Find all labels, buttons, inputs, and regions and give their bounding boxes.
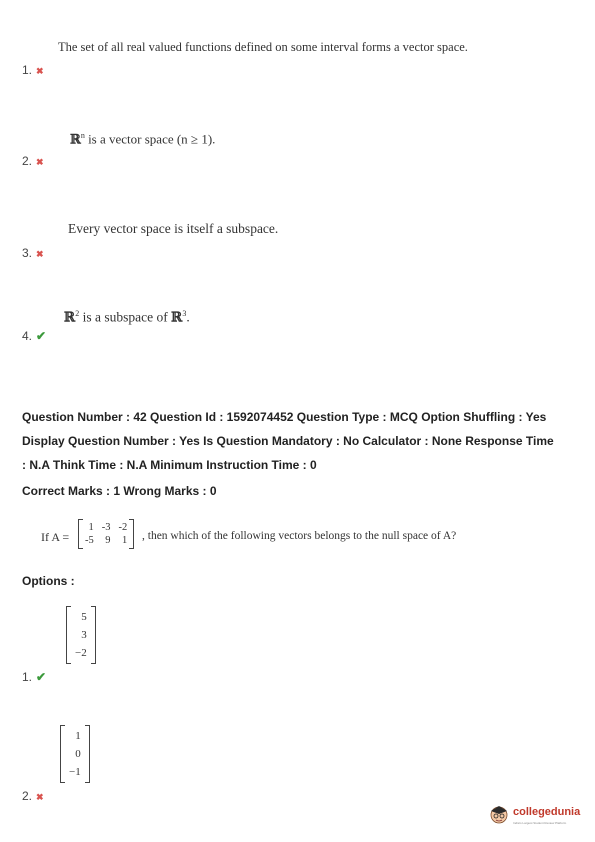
mascot-icon xyxy=(488,802,510,828)
option-2-number: 2. ✖ xyxy=(22,789,44,803)
prev-option-2-number: 2. ✖ xyxy=(22,154,44,168)
cross-icon: ✖ xyxy=(36,249,44,259)
question-suffix: , then which of the following vectors belongs to the null space of A? xyxy=(142,530,457,542)
prev-option-4-number: 4. ✔ xyxy=(22,329,47,343)
prev-option-1-text: The set of all real valued functions defined on some interval forms a vector space. xyxy=(58,40,468,54)
option-1-number: 1. ✔ xyxy=(22,670,47,684)
cross-icon: ✖ xyxy=(36,792,44,802)
check-icon: ✔ xyxy=(36,670,47,684)
prev-option-3-number: 3. ✖ xyxy=(22,246,44,260)
cross-icon: ✖ xyxy=(36,66,44,76)
collegedunia-logo xyxy=(488,800,588,832)
logo-tagline: India's Largest Student Review Platform xyxy=(513,821,567,825)
option-1-vector: 5 3 −2 xyxy=(66,606,96,667)
question-marks: Correct Marks : 1 Wrong Marks : 0 xyxy=(22,484,217,498)
cross-icon: ✖ xyxy=(36,157,44,167)
logo-wordmark: collegedunia xyxy=(513,806,581,818)
question-prefix: If A = xyxy=(41,530,70,544)
option-2-vector: 1 0 −1 xyxy=(60,725,90,786)
prev-option-4-text: ℝ$^2$ is a subspace of ℝ$^3$. xyxy=(64,309,190,326)
check-icon: ✔ xyxy=(36,329,47,343)
options-label: Options : xyxy=(22,574,75,588)
question-meta-line-3: : N.A Think Time : N.A Minimum Instruction Time : 0 xyxy=(22,458,317,472)
question-meta-line-1: Question Number : 42 Question Id : 1592074452 Question Type : MCQ Option Shuffling : Yes xyxy=(22,410,547,424)
prev-option-3-text: Every vector space is itself a subspace. xyxy=(68,221,279,236)
question-meta-line-2: Display Question Number : Yes Is Question Mandatory : No Calculator : None Response Time xyxy=(22,434,554,448)
prev-option-2-text: ℝ$^n$ is a vector space (n ≥ 1). xyxy=(70,131,216,148)
prev-option-1-number: 1. ✖ xyxy=(22,63,44,77)
question-matrix: 1 -3 -2 -5 9 1 xyxy=(78,519,134,552)
